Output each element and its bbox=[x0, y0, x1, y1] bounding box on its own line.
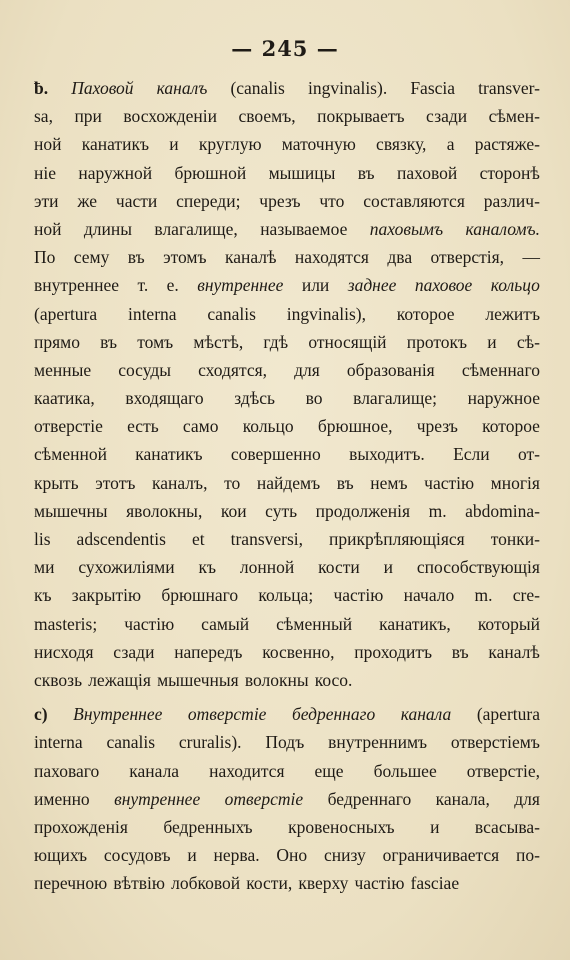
word: мышицы bbox=[268, 162, 336, 183]
word: яволокны, bbox=[126, 500, 203, 521]
word: сквозь bbox=[34, 669, 83, 690]
word: то bbox=[224, 472, 241, 493]
word: каналомъ. bbox=[465, 218, 540, 239]
word: брюшной bbox=[174, 162, 247, 183]
word: паховой bbox=[397, 162, 458, 183]
word: sa, bbox=[34, 106, 53, 127]
text-line bbox=[34, 159, 540, 187]
word: вѣтвію bbox=[113, 873, 165, 894]
word: Если bbox=[453, 444, 490, 465]
word: называемое bbox=[260, 218, 348, 239]
word: внутреннимъ bbox=[328, 732, 428, 753]
word: лежащія bbox=[88, 669, 151, 690]
body-text bbox=[34, 74, 540, 897]
word: части bbox=[115, 190, 158, 211]
word: внутреннее bbox=[34, 275, 120, 296]
text-line bbox=[34, 215, 540, 243]
text-line bbox=[34, 440, 540, 468]
word: внутреннее bbox=[114, 788, 201, 809]
word: adscendentis bbox=[76, 529, 166, 549]
word: лобковой bbox=[171, 873, 241, 894]
word: m. bbox=[474, 585, 493, 606]
word: кольца; bbox=[258, 585, 314, 606]
word: отверстіе bbox=[34, 416, 103, 437]
text-line bbox=[34, 553, 540, 581]
word: своемъ, bbox=[238, 106, 296, 127]
word: относящій bbox=[308, 331, 387, 352]
word: — bbox=[522, 247, 540, 268]
word: къ bbox=[198, 557, 217, 578]
word: ingvinalis), bbox=[286, 303, 366, 324]
word: сѣменной bbox=[34, 444, 107, 465]
word: отверстія, bbox=[430, 247, 505, 268]
word: а bbox=[446, 134, 455, 155]
word: здѣсь bbox=[234, 388, 276, 409]
word: связку, bbox=[376, 134, 427, 155]
word: снизу bbox=[323, 845, 366, 866]
word: при bbox=[74, 106, 102, 127]
word: волокны bbox=[244, 669, 309, 690]
word: паховымъ bbox=[369, 218, 444, 239]
word: т. bbox=[137, 275, 149, 296]
word: именно bbox=[34, 788, 90, 809]
text-line bbox=[34, 525, 540, 553]
word: ной bbox=[34, 218, 62, 239]
word: каатика, bbox=[34, 388, 95, 409]
word: кверху bbox=[298, 873, 349, 894]
word: (canalis bbox=[230, 78, 285, 98]
word: найдемъ bbox=[256, 472, 321, 493]
page-number: — 245 — bbox=[231, 36, 339, 61]
text-line bbox=[34, 497, 540, 525]
word: каналъ, bbox=[152, 472, 208, 493]
text-line bbox=[34, 300, 540, 328]
word: въ bbox=[336, 472, 354, 493]
word: По bbox=[34, 247, 56, 268]
word: и bbox=[169, 134, 179, 155]
word: interna bbox=[34, 732, 83, 753]
word: частію bbox=[354, 873, 405, 894]
word: этомъ bbox=[163, 247, 207, 268]
text-line bbox=[34, 328, 540, 356]
word: влагалище, bbox=[154, 218, 238, 239]
word: всасыва- bbox=[474, 816, 540, 837]
word: ющихъ bbox=[34, 845, 88, 866]
word: перечною bbox=[34, 873, 108, 894]
word: отверстіе bbox=[224, 788, 304, 809]
word: еще bbox=[314, 760, 344, 781]
word: и bbox=[383, 557, 394, 578]
word: canalis bbox=[207, 303, 256, 324]
text-line bbox=[34, 757, 540, 785]
word: е. bbox=[166, 275, 179, 296]
word: ingvinalis). bbox=[307, 78, 388, 98]
word: во bbox=[305, 388, 323, 409]
word: сзади bbox=[426, 106, 468, 127]
word: канала bbox=[400, 704, 452, 725]
word: и bbox=[430, 816, 440, 837]
word: есть bbox=[127, 416, 159, 437]
text-line bbox=[34, 700, 540, 728]
word: канатикъ, bbox=[379, 613, 451, 634]
word: отверстіе bbox=[187, 704, 267, 725]
word: (apertura bbox=[476, 704, 540, 725]
word: бедреннаго bbox=[292, 704, 376, 725]
word: влагалище; bbox=[353, 388, 438, 409]
word: этотъ bbox=[95, 472, 136, 493]
word: Fascia bbox=[410, 78, 456, 98]
word: длины bbox=[83, 218, 133, 239]
text-line bbox=[34, 243, 540, 271]
word: прикрѣпляющіяся bbox=[329, 529, 465, 549]
text-line bbox=[34, 356, 540, 384]
word: спереди; bbox=[176, 190, 241, 211]
text-line bbox=[34, 384, 540, 412]
word: различ- bbox=[483, 190, 540, 211]
word: выходитъ. bbox=[349, 444, 425, 465]
word: канатикъ bbox=[81, 134, 149, 155]
word: менные bbox=[34, 359, 92, 380]
word: сходятся, bbox=[198, 359, 268, 380]
word: Внутреннее bbox=[73, 704, 163, 725]
word: большее bbox=[373, 760, 437, 781]
word: канала, bbox=[435, 788, 490, 809]
word: гдѣ bbox=[263, 331, 289, 352]
word: восхожденіи bbox=[123, 106, 218, 127]
word: чрезъ bbox=[416, 416, 458, 437]
word: наружное bbox=[467, 388, 540, 409]
text-line bbox=[34, 74, 540, 102]
text-line bbox=[34, 785, 540, 813]
word: по- bbox=[516, 845, 540, 866]
word: ми bbox=[34, 557, 55, 578]
word: masteris; bbox=[34, 613, 98, 634]
word: abdomina- bbox=[465, 500, 540, 521]
word: составляются bbox=[363, 190, 465, 211]
word: c) bbox=[34, 704, 48, 725]
word: кои bbox=[220, 500, 247, 521]
word: transver- bbox=[478, 78, 540, 98]
word: къ bbox=[34, 585, 52, 606]
word: сторонѣ bbox=[479, 162, 540, 183]
text-line bbox=[34, 728, 540, 756]
word: самый bbox=[201, 613, 250, 634]
word: внутреннее bbox=[197, 275, 284, 296]
word: лонной bbox=[239, 557, 295, 578]
word: для bbox=[514, 788, 540, 809]
word: для bbox=[294, 359, 320, 380]
word: два bbox=[387, 247, 413, 268]
word: m. bbox=[428, 500, 447, 521]
word: и bbox=[487, 331, 497, 352]
word: заднее bbox=[347, 275, 397, 296]
word: кости bbox=[318, 557, 360, 578]
word: кости, bbox=[246, 873, 293, 894]
word: наружной bbox=[78, 162, 153, 183]
text-line bbox=[34, 271, 540, 299]
word: et bbox=[191, 529, 205, 549]
text-line bbox=[34, 102, 540, 130]
word: Подъ bbox=[265, 732, 305, 753]
word: прямо bbox=[34, 331, 80, 352]
word: находится bbox=[209, 760, 285, 781]
word: что bbox=[319, 190, 345, 211]
word: въ bbox=[357, 162, 375, 183]
word: канала bbox=[129, 760, 180, 781]
word: сѣменнаго bbox=[461, 359, 540, 380]
word: сему bbox=[73, 247, 110, 268]
word: въ bbox=[451, 641, 469, 662]
word: мышечныя bbox=[157, 669, 239, 690]
text-line bbox=[34, 813, 540, 841]
word: канатикъ bbox=[135, 444, 203, 465]
text-line bbox=[34, 841, 540, 869]
word: косвенно, bbox=[262, 641, 335, 662]
word: сосуды bbox=[118, 359, 172, 380]
word: каналѣ bbox=[488, 641, 540, 662]
text-line bbox=[34, 469, 540, 497]
word: само bbox=[182, 416, 219, 437]
text-line bbox=[34, 581, 540, 609]
word: fasciae bbox=[410, 873, 460, 894]
word: бедреннаго bbox=[327, 788, 412, 809]
word: cre- bbox=[512, 585, 540, 606]
text-line bbox=[34, 187, 540, 215]
word: же bbox=[77, 190, 98, 211]
text-line bbox=[34, 610, 540, 638]
word: брюшное, bbox=[317, 416, 393, 437]
word: canalis bbox=[106, 732, 156, 753]
text-line bbox=[34, 869, 540, 897]
word: каналѣ bbox=[224, 247, 277, 268]
word: или bbox=[301, 275, 330, 296]
word: бедренныхъ bbox=[163, 816, 253, 837]
word: паховаго bbox=[34, 760, 100, 781]
word: отверстіе, bbox=[466, 760, 540, 781]
word: мѣстѣ, bbox=[193, 331, 244, 352]
word: закрытію bbox=[71, 585, 142, 606]
word: протокъ bbox=[406, 331, 468, 352]
word: паховое bbox=[414, 275, 473, 296]
word: ніе bbox=[34, 162, 56, 183]
word: сѣмен- bbox=[488, 106, 540, 127]
word: (apertura bbox=[34, 303, 98, 324]
word: томъ bbox=[137, 331, 174, 352]
word: ной bbox=[34, 134, 62, 155]
word: способствующія bbox=[416, 557, 540, 578]
word: частію bbox=[333, 585, 384, 606]
word: въ bbox=[100, 331, 118, 352]
word: Паховой bbox=[71, 78, 134, 98]
word: образованія bbox=[346, 359, 435, 380]
word: прохожденія bbox=[34, 816, 128, 837]
word: каналъ bbox=[156, 78, 208, 98]
word: сзади bbox=[113, 641, 155, 662]
word: который bbox=[477, 613, 540, 634]
word: сухожиліями bbox=[78, 557, 175, 578]
word: кольцо bbox=[242, 416, 294, 437]
word: въ bbox=[127, 247, 145, 268]
word: совершенно bbox=[230, 444, 321, 465]
word: кольцо bbox=[490, 275, 540, 296]
word: мышечны bbox=[34, 500, 108, 521]
text-line bbox=[34, 638, 540, 666]
word: interna bbox=[127, 303, 177, 324]
word: лежитъ bbox=[485, 303, 540, 324]
word: кровеносныхъ bbox=[288, 816, 395, 837]
word: сосудовъ bbox=[103, 845, 171, 866]
word: продолженія bbox=[315, 500, 411, 521]
word: ограничивается bbox=[382, 845, 500, 866]
text-line bbox=[34, 666, 540, 694]
word: маточную bbox=[281, 134, 356, 155]
word: крыть bbox=[34, 472, 79, 493]
word: немъ bbox=[370, 472, 408, 493]
word: эти bbox=[34, 190, 59, 211]
word: lis bbox=[34, 529, 51, 549]
word: проходитъ bbox=[354, 641, 433, 662]
word: многія bbox=[490, 472, 540, 493]
word: частію bbox=[424, 472, 475, 493]
word: Оно bbox=[276, 845, 308, 866]
word: брюшнаго bbox=[161, 585, 239, 606]
word: растяже- bbox=[474, 134, 540, 155]
word: начало bbox=[403, 585, 455, 606]
word: напередъ bbox=[174, 641, 243, 662]
word: круглую bbox=[198, 134, 262, 155]
word: cruralis). bbox=[178, 732, 242, 753]
word: сѣменный bbox=[276, 613, 353, 634]
word: transversi, bbox=[230, 529, 304, 549]
text-line bbox=[34, 412, 540, 440]
word: нерва. bbox=[213, 845, 260, 866]
word: входящаго bbox=[125, 388, 204, 409]
word: частію bbox=[124, 613, 175, 634]
word: находятся bbox=[294, 247, 369, 268]
word: сѣ- bbox=[516, 331, 540, 352]
word: косо. bbox=[314, 669, 353, 690]
word: которое bbox=[482, 416, 540, 437]
text-line bbox=[34, 130, 540, 158]
word: нисходя bbox=[34, 641, 94, 662]
word: которое bbox=[396, 303, 455, 324]
word: и bbox=[187, 845, 197, 866]
word: отверстіемъ bbox=[450, 732, 540, 753]
word: тонки- bbox=[490, 529, 540, 549]
word: покрываетъ bbox=[317, 106, 405, 127]
word: ƀ. bbox=[34, 78, 49, 98]
word: суть bbox=[265, 500, 298, 521]
word: от- bbox=[517, 444, 540, 465]
word: чрезъ bbox=[259, 190, 301, 211]
